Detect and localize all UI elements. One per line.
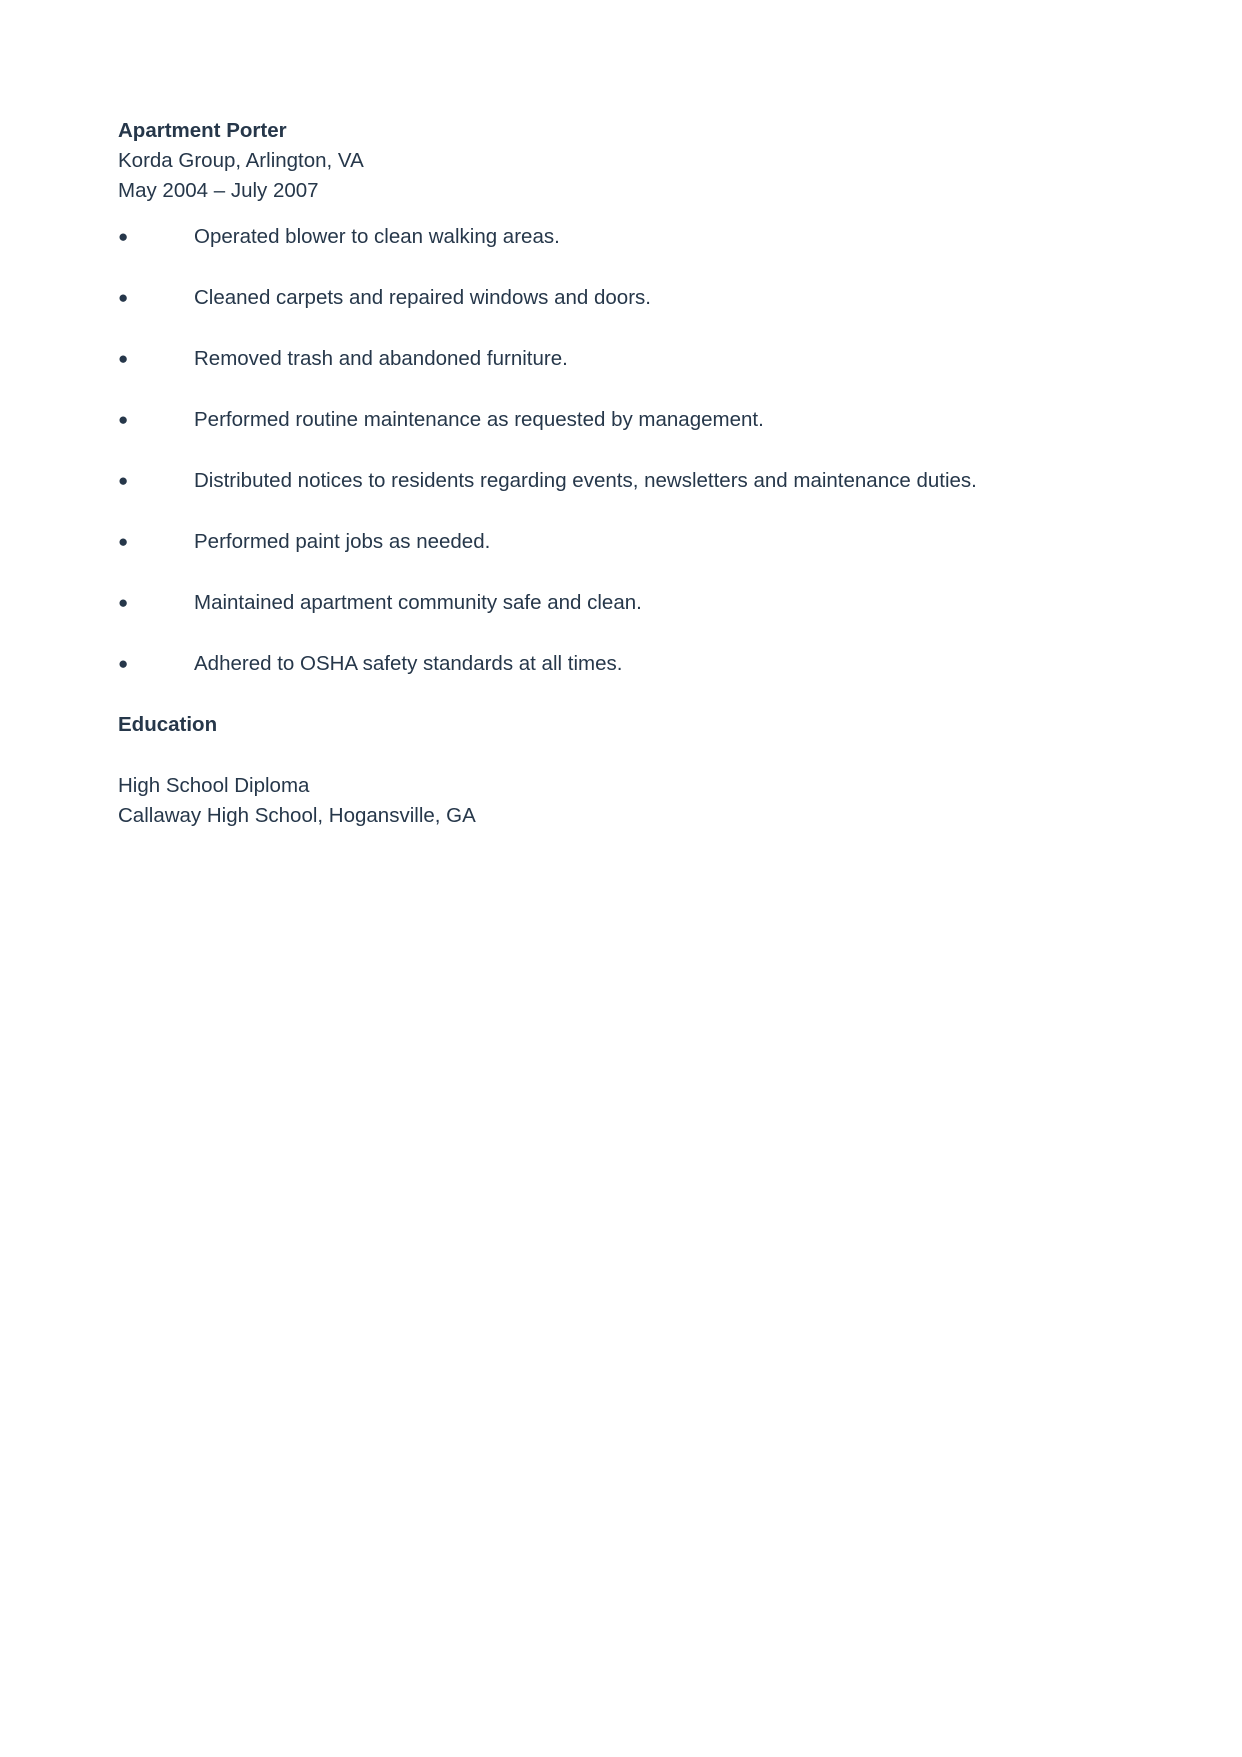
duty-text: Cleaned carpets and repaired windows and doors.	[194, 286, 651, 309]
bullet-icon: ●	[118, 349, 129, 368]
duty-text: Adhered to OSHA safety standards at all times.	[194, 652, 623, 675]
bullet-icon: ●	[118, 288, 129, 307]
list-item	[118, 283, 1138, 313]
duty-text: Distributed notices to residents regarding events, newsletters and maintenance duties.	[194, 469, 977, 492]
list-item	[118, 649, 1138, 679]
duties-list	[118, 222, 1138, 679]
job-title: Apartment Porter	[118, 119, 287, 142]
list-item	[118, 344, 1138, 374]
education-heading: Education	[118, 713, 218, 736]
list-item	[118, 527, 1138, 557]
bullet-icon: ●	[118, 471, 129, 490]
job-employer: Korda Group, Arlington, VA	[118, 149, 364, 172]
education-school: Callaway High School, Hogansville, GA	[118, 804, 476, 827]
bullet-icon: ●	[118, 654, 129, 673]
duty-text: Operated blower to clean walking areas.	[194, 225, 560, 248]
resume-content	[118, 116, 1138, 831]
duty-text: Removed trash and abandoned furniture.	[194, 347, 568, 370]
education-section	[118, 710, 1138, 831]
duty-text: Performed paint jobs as needed.	[194, 530, 491, 553]
duty-text: Maintained apartment community safe and clean.	[194, 591, 642, 614]
duty-text: Performed routine maintenance as requested by management.	[194, 408, 764, 431]
education-degree: High School Diploma	[118, 774, 310, 797]
job-dates: May 2004 – July 2007	[118, 179, 319, 202]
bullet-icon: ●	[118, 227, 129, 246]
list-item	[118, 222, 1138, 252]
bullet-icon: ●	[118, 410, 129, 429]
list-item	[118, 405, 1138, 435]
bullet-icon: ●	[118, 593, 129, 612]
list-item	[118, 588, 1138, 618]
bullet-icon: ●	[118, 532, 129, 551]
list-item	[118, 466, 1138, 496]
job-entry	[118, 116, 1138, 206]
